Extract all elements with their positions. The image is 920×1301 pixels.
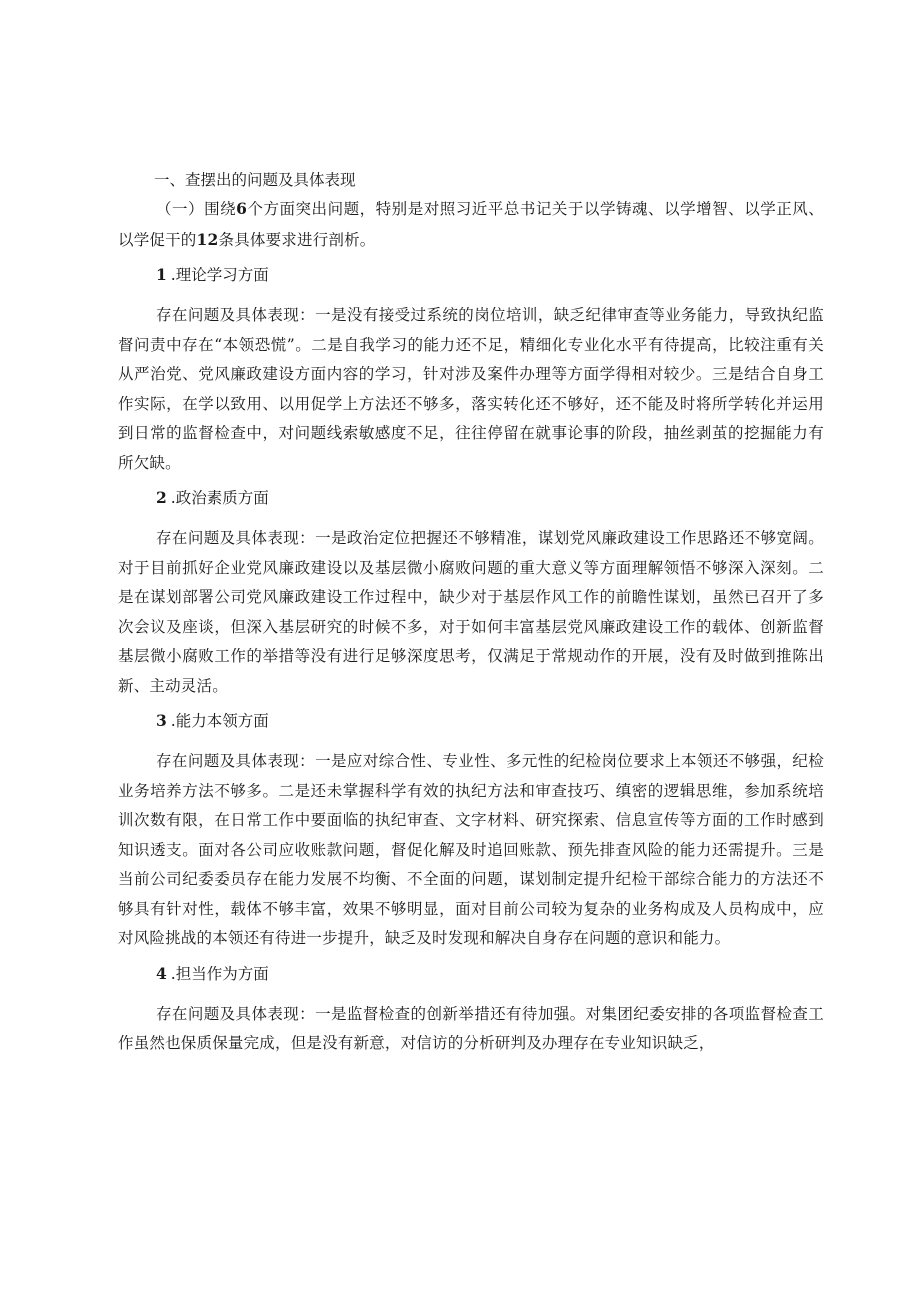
subsection-number: 1 [156, 265, 167, 284]
subsection-number: 3 [156, 711, 167, 730]
subsection-number: 2 [156, 488, 167, 507]
subsection-title: .政治素质方面 [170, 489, 269, 507]
subsection-title: .担当作为方面 [170, 964, 269, 983]
subsection-body-4: 存在问题及具体表现：一是监督检查的创新举措还有待加强。对集团纪委安排的各项监督检查工作虽然也保质保量完成，但是没有新意，对信访的分析研判及办理存在专业知识缺乏， [118, 1004, 824, 1052]
intro-text-3: 条具体要求进行剖析。 [218, 230, 376, 249]
subsection-number: 4 [156, 963, 167, 983]
subsection-body-2: 存在问题及具体表现：一是政治定位把握还不够精准，谋划党风廉政建设工作思路还不够宽阔。对于目前抓好企业党风廉政建设以及基层微小腐败问题的重大意义等方面理解领悟不够深入深刻。二是在谋划部署公司党风廉政建设工作过程中，缺少对于基层作风工作的前瞻性谋划，虽然已召开了多次会议及座谈，但深入基层研究的时候不多，对于如何丰富基层党风廉政建设工作的载体、创新监督基层微小腐败工作的举措等没有进行足够深度思考，仅满足于常规动作的开展，没有及时做到推陈出新、主动灵活。 [118, 529, 824, 695]
subsection-body-1: 存在问题及具体表现：一是没有接受过系统的岗位培训，缺乏纪律审查等业务能力，导致执纪监督问责中存在“本领恐慌”。二是自我学习的能力还不足，精细化专业化水平有待提高，比较注重有关从严治党、党风廉政建设方面内容的学习，针对涉及案件办理等方面学得相对较少。三是结合自身工作实际，在学以致用、以用促学上方法还不够多，落实转化还不够好，还不能及时将所学转化并运用到日常的监督检查中，对问题线索敏感度不足，往往停留在就事论事的阶段，抽丝剥茧的挖掘能力有所欠缺。 [118, 306, 824, 472]
subsection-heading-4 [118, 960, 824, 988]
subsection-title: .能力本领方面 [170, 712, 269, 730]
subsection-title: .理论学习方面 [170, 266, 269, 284]
intro-paragraph [118, 194, 824, 255]
document-page [118, 166, 824, 1059]
subsection-heading-2 [118, 484, 824, 512]
intro-number-1: 6 [236, 199, 248, 218]
subsection-heading-1 [118, 261, 824, 289]
section-heading: 一、查摆出的问题及具体表现 [154, 171, 356, 189]
subsection-heading-3 [118, 707, 824, 735]
subsection-body-3: 存在问题及具体表现：一是应对综合性、专业性、多元性的纪检岗位要求上本领还不够强，纪检业务培养方法不够多。二是还未掌握科学有效的执纪方法和审查技巧、缜密的逻辑思维，参加系统培训次数有限，在日常工作中要面临的执纪审查、文字材料、研究探索、信息宣传等方面的工作时感到知识透支。面对各公司应收账款问题，督促化解及时追回账款、预先排查风险的能力还需提升。三是当前公司纪委委员存在能力发展不均衡、不全面的问题，谋划制定提升纪检干部综合能力的方法还不够具有针对性，载体不够丰富，效果不够明显，面对目前公司较为复杂的业务构成及人员构成中，应对风险挑战的本领还有待进一步提升，缺乏及时发现和解决自身存在问题的意识和能力。 [118, 752, 824, 947]
intro-number-2: 12 [196, 229, 219, 249]
intro-text-1: （一）围绕 [156, 200, 237, 218]
intro-text-2: 个方面突出问题，特别是对照习近平总书记关于以学铸魂、以学增智、以学正风、以学促干的 [118, 200, 824, 249]
